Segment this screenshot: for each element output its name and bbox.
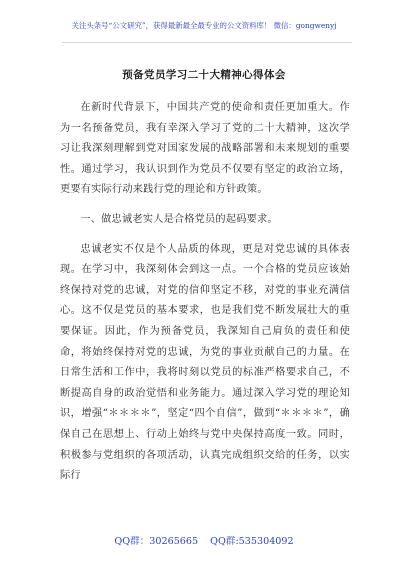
section-heading: 一、做忠诚老实人是合格党员的起码要求。 [80, 213, 278, 225]
footer-banner [0, 535, 408, 548]
footer-qq-group-primary: QQ群：30265665 [114, 536, 199, 547]
body-paragraph: 忠诚老实不仅是个人品质的体现，更是对党忠诚的具体表现。在学习中，我深刻体会到这一点。一个合格的党员应该始终保持对党的忠诚，对党的信仰坚定不移，对党的事业充满信心。这不仅是党员的基本要求，也是我们党不断发展壮大的重要保证。因此，作为预备党员，我深知自己肩负的责任和使命，将始终保持对党的忠诚，为党的事业贡献自己的力量。在日常生活和工作中，我将时刻以党员的标准严格要求自己，不断提高自身的政治觉悟和业务能力。通过深入学习党的理论知识，增强“＊＊＊＊”，坚定“四个自信”，做到“＊＊＊＊”，确保自己在思想上、行动上始终与党中央保持高度一致。同时，积极参与党组织的各项活动，认真完成组织交给的任务，以实际行 [60, 243, 350, 482]
document-body [60, 98, 350, 487]
header-divider [62, 42, 352, 43]
header-banner: 关注头条号“公文研究”，获得最新最全最专业的公文资料库！ 微信：gongwenyj [71, 21, 337, 30]
document-title: 预备党员学习二十大精神心得体会 [122, 69, 286, 81]
footer-qq-group-secondary: QQ群:535304092 [210, 536, 294, 547]
intro-paragraph: 在新时代背景下，中国共产党的使命和责任更加重大。作为一名预备党员，我有幸深入学习了党的二十大精神，这次学习让我深刻理解到党对国家发展的战略部署和未来规划的重要性。通过学习，我认识到作为党员不仅要有坚定的政治立场，更要有实际行动来践行党的理论和方针政策。 [60, 102, 350, 196]
